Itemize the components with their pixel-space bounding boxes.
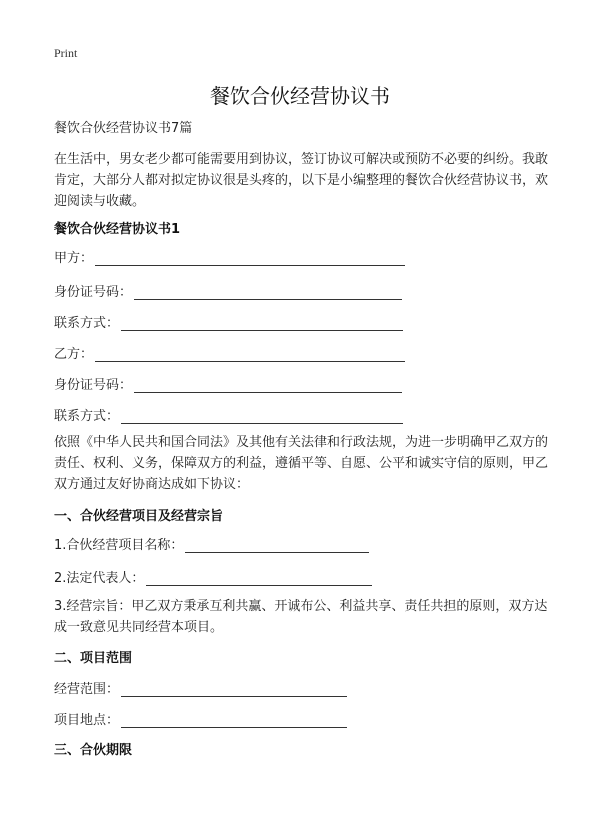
business-purpose-paragraph: 3.经营宗旨：甲乙双方秉承互利共赢、开诚布公、利益共享、责任共担的原则，双方达成一致意见共同经营本项目。 (54, 599, 548, 635)
project-location-blank (121, 713, 347, 728)
heading-project-and-purpose: 一、合伙经营项目及经营宗旨 (54, 509, 224, 524)
party-b-field (54, 342, 405, 362)
party-a-field (54, 246, 405, 266)
subtitle: 餐饮合伙经营协议书7篇 (54, 121, 193, 136)
heading-project-scope: 二、项目范围 (54, 651, 133, 666)
party-a-contact-blank (121, 316, 403, 331)
business-scope-field (54, 677, 347, 697)
party-b-contact-label: 联系方式： (54, 409, 120, 424)
legal-rep-label: 2.法定代表人： (54, 571, 145, 586)
party-b-id-label: 身份证号码： (54, 378, 133, 393)
party-b-id-blank (134, 378, 402, 393)
print-link[interactable]: Print (54, 46, 78, 60)
project-name-blank (185, 538, 369, 553)
party-b-contact-blank (121, 409, 403, 424)
business-scope-label: 经营范围： (54, 682, 120, 697)
party-a-id-field (54, 280, 402, 300)
project-name-field (54, 533, 369, 553)
legal-rep-blank (146, 571, 372, 586)
legal-rep-field (54, 566, 372, 586)
party-a-id-blank (134, 285, 402, 300)
intro-paragraph: 在生活中，男女老少都可能需要用到协议，签订协议可解决或预防不必要的纠纷。我敢肯定，大部分人都对拟定协议很是头疼的，以下是小编整理的餐饮合伙经营协议书，欢迎阅读与收藏。 (54, 152, 549, 209)
party-b-contact-field (54, 404, 403, 424)
agreement-paragraph: 依照《中华人民共和国合同法》及其他有关法律和行政法规，为进一步明确甲乙双方的责任、权利、义务，保障双方的利益，遵循平等、自愿、公平和诚实守信的原则，甲乙双方通过友好协商达成如下协议： (54, 435, 549, 492)
party-b-blank (95, 347, 405, 362)
business-scope-blank (121, 682, 347, 697)
party-a-blank (95, 251, 405, 266)
project-location-label: 项目地点： (54, 713, 120, 728)
heading-partnership-term: 三、合伙期限 (54, 743, 133, 758)
party-b-label: 乙方： (54, 347, 94, 362)
party-a-id-label: 身份证号码： (54, 285, 133, 300)
party-a-contact-field (54, 311, 403, 331)
party-b-id-field (54, 373, 402, 393)
party-a-label: 甲方： (54, 251, 94, 266)
project-name-label: 1.合伙经营项目名称： (54, 538, 184, 553)
section-heading-agreement-1: 餐饮合伙经营协议书1 (54, 222, 181, 237)
project-location-field (54, 708, 347, 728)
document-title: 餐饮合伙经营协议书 (210, 84, 390, 108)
party-a-contact-label: 联系方式： (54, 316, 120, 331)
